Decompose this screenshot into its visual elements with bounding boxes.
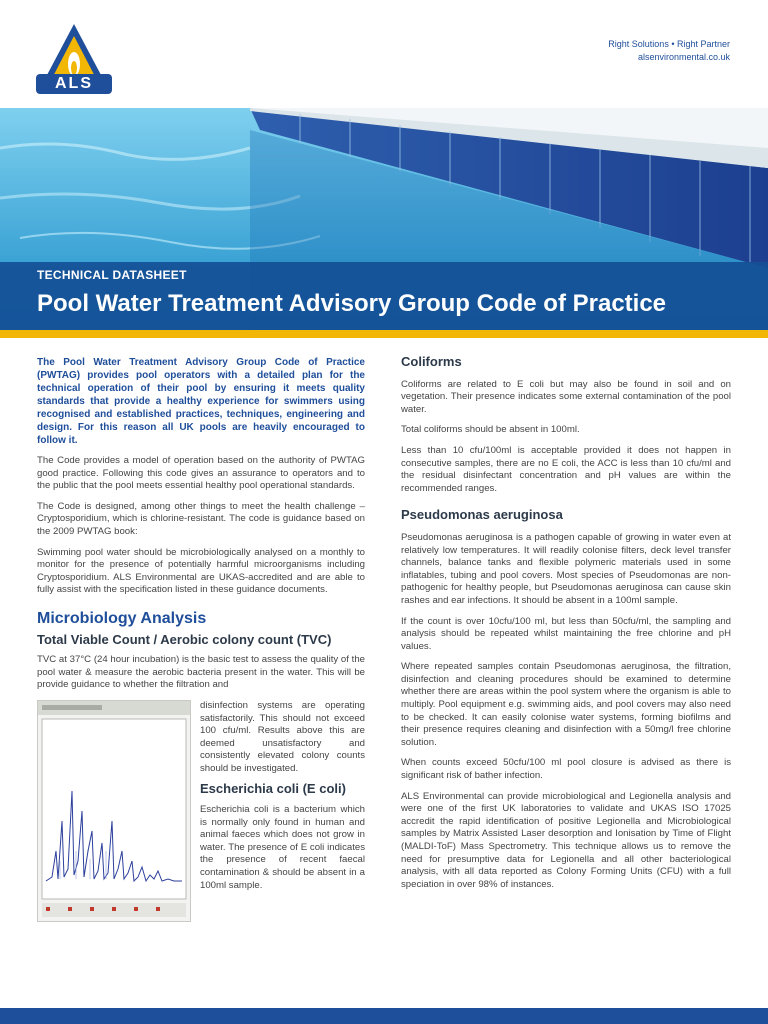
header-tagline (608, 38, 730, 64)
tagline-text: Right Solutions • Right Partner (608, 39, 730, 49)
pseudomonas-paragraph-4: When counts exceed 50cfu/100 ml pool closure is advised as there is significant risk of bather infection. (401, 757, 731, 782)
coliforms-heading: Coliforms (401, 354, 462, 369)
coliforms-paragraph-1: Coliforms are related to E coli but may also be found in soil and on vegetation. Their presence indicates some external contamination of the pool water. (401, 378, 731, 415)
microbiology-heading: Microbiology Analysis (37, 609, 207, 627)
monitoring-paragraph: Swimming pool water should be microbiologically analysed on a monthly to monitor for the presence of potentially harmful microorganisms including Cryptosporidium. ALS Environmental are UKAS-accredited and are able to fully assist with the specification listed in these guidance documents. (37, 546, 365, 596)
pseudomonas-paragraph-2: If the count is over 10cfu/100 ml, but less than 50cfu/ml, the sampling and analysis should be repeated whilst maintaining the free chlorine and pH values. (401, 615, 731, 652)
pseudomonas-heading: Pseudomonas aeruginosa (401, 507, 563, 523)
datasheet-label: TECHNICAL DATASHEET (37, 268, 187, 282)
footer-bar (0, 1008, 768, 1024)
coliforms-paragraph-3: Less than 10 cfu/100ml is acceptable provided it does not happen in consecutive samples, there are no E coli, the ACC is less than 10 cfu/ml and the residual disinfectant concentration and pH values are within the recommended ranges. (401, 444, 731, 494)
pseudomonas-paragraph-1: Pseudomonas aeruginosa is a pathogen capable of growing in water even at relatively low temperatures. It will readily colonise filters, deck level transfer channels, balance tanks and flexible polymeric materials used in some inflatables, tubing and pool covers. Most species of Pseudomonas are non-pathogenic for healthy people, but Pseudomonas aeruginosa can cause skin rashes and ear infections. It should be absent in a 100ml sample. (401, 531, 731, 606)
coliforms-paragraph-2: Total coliforms should be absent in 100ml. (401, 424, 580, 436)
intro-paragraph: The Pool Water Treatment Advisory Group Code of Practice (PWTAG) provides pool operators with a detailed plan for the technical operation of their pool by ensuring it meets quality standards that provide a healthy experience for swimmers using recognised and established practices, techniques, engineering and design. For this reason all UK pools are heavily encouraged to follow it. (37, 357, 365, 446)
gold-stripe (0, 330, 768, 338)
tvc-heading: Total Viable Count / Aerobic colony count (TVC) (37, 631, 332, 647)
mass-spectrum-image (37, 700, 191, 922)
ecoli-paragraph: Escherichia coli is a bacterium which is normally only found in human and animal faeces which does not grow in water. The presence of E coli indicates the presence of recent faecal contamination & should be absent in a 100ml sample. (200, 804, 365, 891)
ecoli-heading: Escherichia coli (E coli) (200, 781, 346, 797)
left-column (37, 356, 365, 926)
code-paragraph: The Code provides a model of operation based on the authority of PWTAG good practice. Following this code gives an assurance to operators and to the public that the pool meets essential healthy pool operational standards. (37, 455, 365, 492)
tvc-lead-paragraph: TVC at 37°C (24 hour incubation) is the basic test to assess the quality of the pool water & measure the aerobic bacteria present in the water. This will be provide guidance to whether the filtration and (37, 654, 365, 691)
right-column (401, 356, 731, 899)
pseudomonas-paragraph-3: Where repeated samples contain Pseudomonas aeruginosa, the filtration, disinfection and cleaning procedures should be examined to determine whether there are areas within the pool system where the organism is able to multiply. Pool equipment e.g. swimming aids, and pool covers may also need to be checked. It can easily colonise water systems, forming biofilms and their presence requires cleaning and disinfection with a 50mg/l free chlorine solution. (401, 661, 731, 748)
website-link[interactable]: alsenvironmental.co.uk (637, 52, 730, 62)
page-title: Pool Water Treatment Advisory Group Code of Practice (37, 290, 667, 317)
als-services-paragraph: ALS Environmental can provide microbiological and Legionella analysis and were one of the first UK laboratories to validate and UKAS ISO 17025 accredit the rapid identification of positive Legionella and Microbiological samples by Matrix Assisted Laser desorption and Ionisation by Time of Flight (MALDI-ToF) Mass Spectrometry. This technique allows us to remove the need for presumptive data for Legionella and all other bacteriological analysis, with all data reported as Colony Forming Units (CFU) with a full speciation in over 98% of instances. (401, 790, 731, 890)
cryptosporidium-paragraph: The Code is designed, among other things to meet the health challenge – Cryptosporidium, which is chlorine-resistant. The code is guidance based on the 2009 PWTAG book: (37, 500, 365, 537)
tvc-continued-paragraph: disinfection systems are operating satisfactorily. This should not exceed 100 cfu/ml. Results above this are deemed unsatisfactory and consistently elevated colony counts should be investigated. (200, 699, 365, 774)
als-logo (34, 22, 114, 108)
logo-text: ALS (55, 75, 93, 92)
